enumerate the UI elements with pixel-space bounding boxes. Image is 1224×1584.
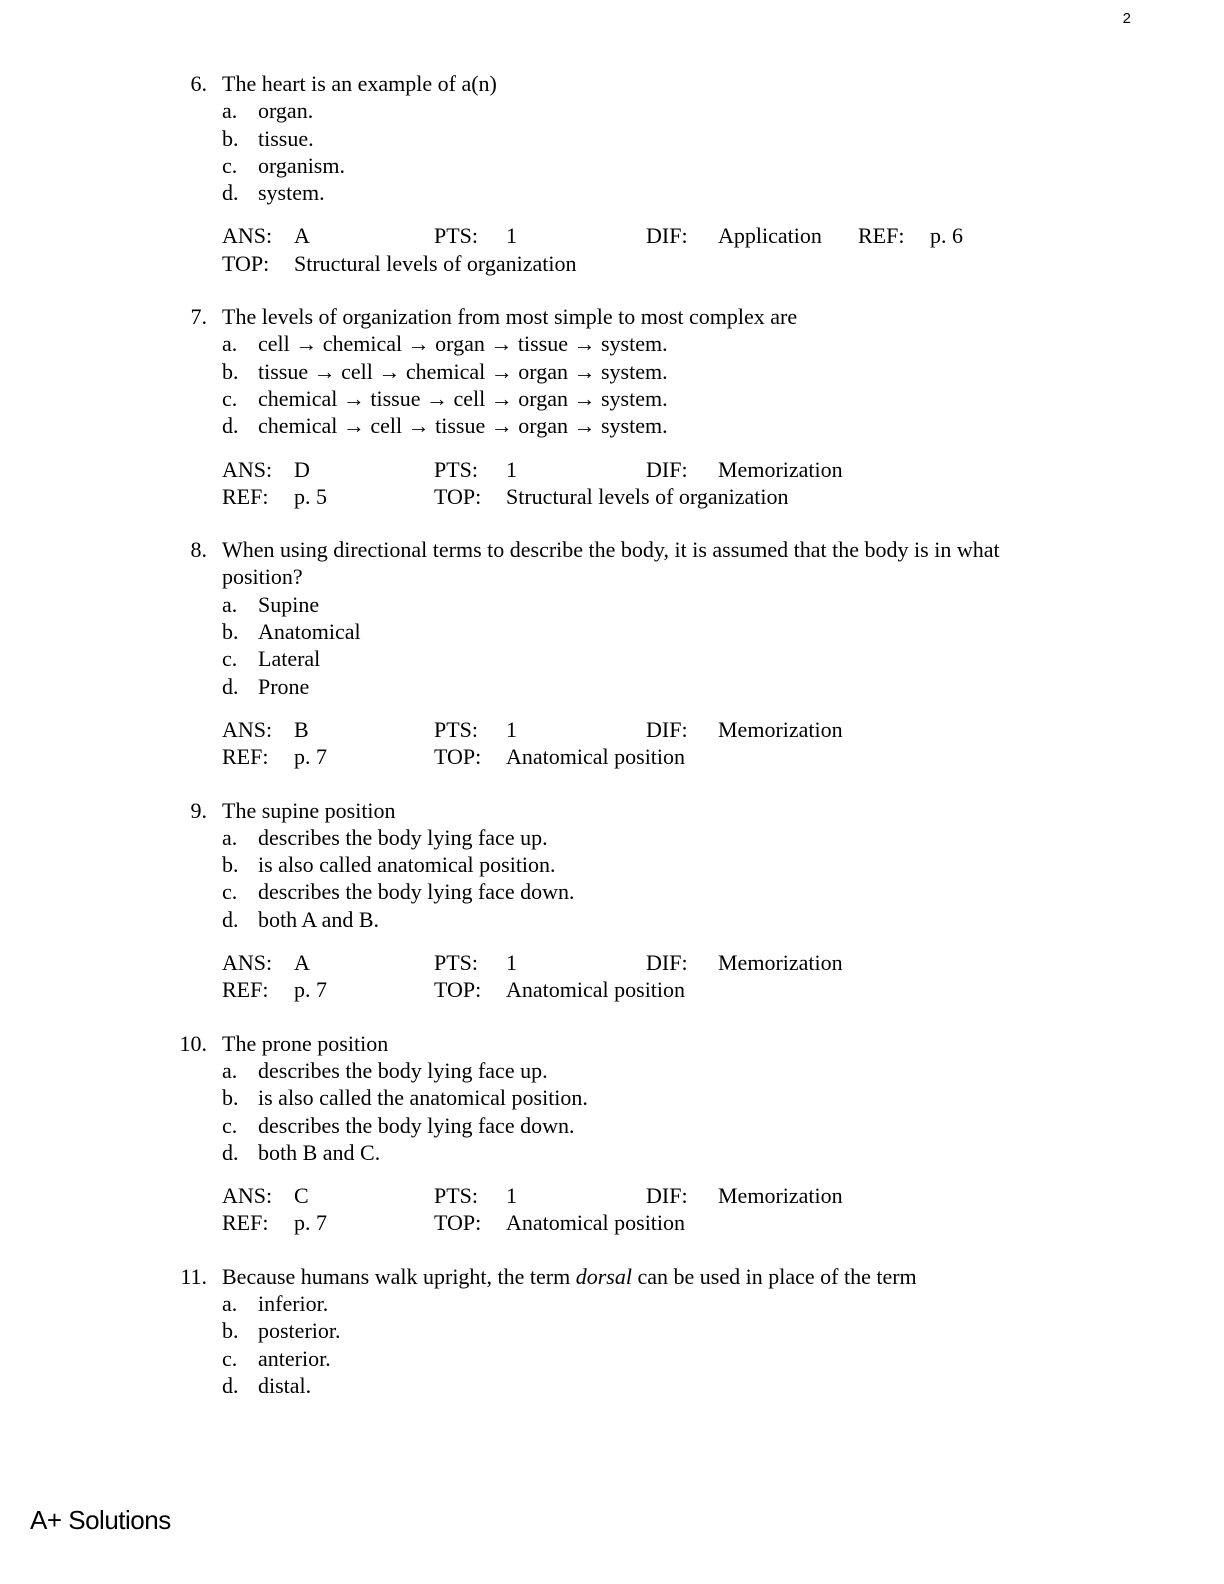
option-text: Lateral — [258, 646, 321, 672]
option-d — [0, 412, 1224, 439]
option-text: organism. — [258, 152, 345, 178]
ans-value: A — [294, 950, 310, 976]
pts-value: 1 — [506, 716, 517, 742]
emphasized-term: dorsal — [575, 1263, 632, 1289]
option-b — [0, 125, 1224, 152]
question-stem-row — [0, 536, 1224, 591]
meta-row — [0, 1182, 1224, 1209]
option-text: describes the body lying face up. — [258, 1057, 548, 1083]
option-c — [0, 645, 1224, 672]
option-letter: d. — [222, 906, 239, 932]
answer-metadata — [0, 949, 1224, 1004]
dif-label: DIF: — [646, 456, 688, 482]
option-text: chemical → tissue → cell → organ → system. — [258, 385, 668, 411]
ans-label: ANS: — [222, 223, 273, 249]
question-8 — [0, 536, 1224, 770]
option-a — [0, 330, 1224, 357]
top-label: TOP: — [434, 483, 482, 509]
option-d — [0, 673, 1224, 700]
meta-row — [0, 716, 1224, 743]
option-a — [0, 1057, 1224, 1084]
pts-value: 1 — [506, 456, 517, 482]
option-a — [0, 97, 1224, 124]
option-text: distal. — [258, 1372, 312, 1398]
option-letter: b. — [222, 358, 239, 384]
meta-row — [0, 456, 1224, 483]
question-stem-row — [0, 303, 1224, 330]
option-letter: b. — [222, 619, 239, 645]
ref-value: p. 7 — [294, 1210, 327, 1236]
pts-value: 1 — [506, 223, 517, 249]
option-letter: c. — [222, 152, 238, 178]
question-7 — [0, 303, 1224, 510]
question-list — [0, 70, 1224, 1425]
option-text: posterior. — [258, 1318, 341, 1344]
option-text: both B and C. — [258, 1139, 381, 1165]
answer-options — [0, 824, 1224, 933]
option-a — [0, 591, 1224, 618]
ans-value: C — [294, 1183, 309, 1209]
dif-value: Memorization — [718, 716, 843, 742]
meta-row — [0, 222, 1224, 249]
option-text: describes the body lying face down. — [258, 1112, 575, 1138]
meta-row — [0, 483, 1224, 510]
meta-row — [0, 250, 1224, 277]
pts-label: PTS: — [434, 1183, 479, 1209]
option-text: chemical → cell → tissue → organ → system. — [258, 413, 668, 439]
option-b — [0, 618, 1224, 645]
stem-text: can be used in place of the term — [632, 1263, 917, 1289]
pts-label: PTS: — [434, 223, 479, 249]
dif-label: DIF: — [646, 716, 688, 742]
answer-options — [0, 97, 1224, 206]
question-number: 10. — [179, 1030, 207, 1056]
pts-label: PTS: — [434, 456, 479, 482]
stem-text: Because humans walk upright, the term — [222, 1263, 576, 1289]
option-text: cell → chemical → organ → tissue → system. — [258, 331, 668, 357]
ref-label: REF: — [222, 977, 269, 1003]
option-letter: a. — [222, 98, 238, 124]
footer-brand: A+ Solutions — [30, 1505, 171, 1535]
question-stem: The supine position — [222, 797, 396, 823]
pts-value: 1 — [506, 950, 517, 976]
option-d — [0, 1139, 1224, 1166]
ans-label: ANS: — [222, 716, 273, 742]
dif-value: Memorization — [718, 1183, 843, 1209]
question-stem-row — [0, 1263, 1224, 1290]
option-text: anterior. — [258, 1345, 331, 1371]
question-11 — [0, 1263, 1224, 1399]
meta-row — [0, 949, 1224, 976]
ref-value: p. 7 — [294, 977, 327, 1003]
ref-label: REF: — [222, 1210, 269, 1236]
option-text: is also called the anatomical position. — [258, 1085, 588, 1111]
option-letter: c. — [222, 1112, 238, 1138]
option-letter: b. — [222, 1085, 239, 1111]
answer-options — [0, 591, 1224, 700]
option-text: tissue → cell → chemical → organ → system. — [258, 358, 668, 384]
meta-row — [0, 1209, 1224, 1236]
option-text: Anatomical — [258, 619, 361, 645]
question-stem: The prone position — [222, 1030, 389, 1056]
option-letter: d. — [222, 180, 239, 206]
answer-options — [0, 330, 1224, 439]
option-text: Supine — [258, 591, 320, 617]
option-b — [0, 1084, 1224, 1111]
top-label: TOP: — [434, 744, 482, 770]
question-stem-row — [0, 70, 1224, 97]
answer-metadata — [0, 1182, 1224, 1237]
option-text: describes the body lying face down. — [258, 879, 575, 905]
option-d — [0, 906, 1224, 933]
dif-label: DIF: — [646, 223, 688, 249]
option-letter: c. — [222, 1345, 238, 1371]
question-stem-row — [0, 1030, 1224, 1057]
ans-label: ANS: — [222, 950, 273, 976]
option-c — [0, 385, 1224, 412]
pts-label: PTS: — [434, 950, 479, 976]
question-6 — [0, 70, 1224, 277]
ref-value: p. 5 — [294, 483, 327, 509]
ref-label: REF: — [222, 483, 269, 509]
option-c — [0, 152, 1224, 179]
option-b — [0, 851, 1224, 878]
question-number: 7. — [190, 304, 207, 330]
question-stem: When using directional terms to describe the body, it is assumed that the body is in what position? — [222, 537, 1000, 590]
ans-value: D — [294, 456, 310, 482]
option-text: inferior. — [258, 1290, 329, 1316]
meta-row — [0, 743, 1224, 770]
top-label: TOP: — [434, 977, 482, 1003]
question-9 — [0, 797, 1224, 1004]
question-number: 9. — [190, 797, 207, 823]
answer-options — [0, 1290, 1224, 1399]
answer-metadata — [0, 456, 1224, 511]
question-stem: The levels of organization from most simple to most complex are — [222, 304, 798, 330]
top-value: Anatomical position — [506, 977, 686, 1003]
dif-label: DIF: — [646, 1183, 688, 1209]
option-letter: b. — [222, 1318, 239, 1344]
option-text: both A and B. — [258, 906, 380, 932]
option-b — [0, 358, 1224, 385]
option-text: describes the body lying face up. — [258, 824, 548, 850]
question-stem — [222, 1263, 1074, 1290]
top-value: Anatomical position — [506, 744, 686, 770]
option-d — [0, 179, 1224, 206]
ans-value: A — [294, 223, 310, 249]
option-text: organ. — [258, 98, 314, 124]
option-a — [0, 1290, 1224, 1317]
top-label: TOP: — [434, 1210, 482, 1236]
option-text: system. — [258, 180, 325, 206]
page-number: 2 — [1122, 10, 1131, 27]
option-letter: b. — [222, 852, 239, 878]
pts-value: 1 — [506, 1183, 517, 1209]
question-stem-row — [0, 797, 1224, 824]
ref-value: p. 7 — [294, 744, 327, 770]
question-10 — [0, 1030, 1224, 1237]
answer-options — [0, 1057, 1224, 1166]
top-value: Structural levels of organization — [294, 250, 577, 276]
top-value: Anatomical position — [506, 1210, 686, 1236]
option-letter: a. — [222, 331, 238, 357]
option-c — [0, 1345, 1224, 1372]
answer-metadata — [0, 222, 1224, 277]
question-number: 11. — [180, 1263, 207, 1289]
ans-label: ANS: — [222, 1183, 273, 1209]
top-value: Structural levels of organization — [506, 483, 789, 509]
option-d — [0, 1372, 1224, 1399]
meta-row — [0, 976, 1224, 1003]
question-stem: The heart is an example of a(n) — [222, 71, 497, 96]
question-number: 6. — [190, 71, 207, 96]
answer-metadata — [0, 716, 1224, 771]
option-text: tissue. — [258, 125, 314, 151]
option-letter: a. — [222, 824, 238, 850]
dif-label: DIF: — [646, 950, 688, 976]
dif-value: Application — [718, 223, 822, 249]
option-letter: a. — [222, 1290, 238, 1316]
option-a — [0, 824, 1224, 851]
option-c — [0, 1112, 1224, 1139]
option-letter: d. — [222, 673, 239, 699]
ref-value: p. 6 — [930, 223, 963, 249]
option-letter: a. — [222, 591, 238, 617]
option-b — [0, 1317, 1224, 1344]
option-letter: b. — [222, 125, 239, 151]
ans-label: ANS: — [222, 456, 273, 482]
dif-value: Memorization — [718, 950, 843, 976]
pts-label: PTS: — [434, 716, 479, 742]
dif-value: Memorization — [718, 456, 843, 482]
option-letter: d. — [222, 413, 239, 439]
ref-label: REF: — [222, 744, 269, 770]
option-letter: c. — [222, 879, 238, 905]
top-label: TOP: — [222, 250, 270, 276]
option-letter: c. — [222, 646, 238, 672]
option-text: is also called anatomical position. — [258, 852, 556, 878]
option-letter: d. — [222, 1372, 239, 1398]
option-letter: c. — [222, 385, 238, 411]
ref-label: REF: — [858, 223, 905, 249]
question-number: 8. — [190, 537, 207, 563]
option-letter: a. — [222, 1057, 238, 1083]
option-text: Prone — [258, 673, 310, 699]
option-c — [0, 878, 1224, 905]
ans-value: B — [294, 716, 309, 742]
option-letter: d. — [222, 1139, 239, 1165]
